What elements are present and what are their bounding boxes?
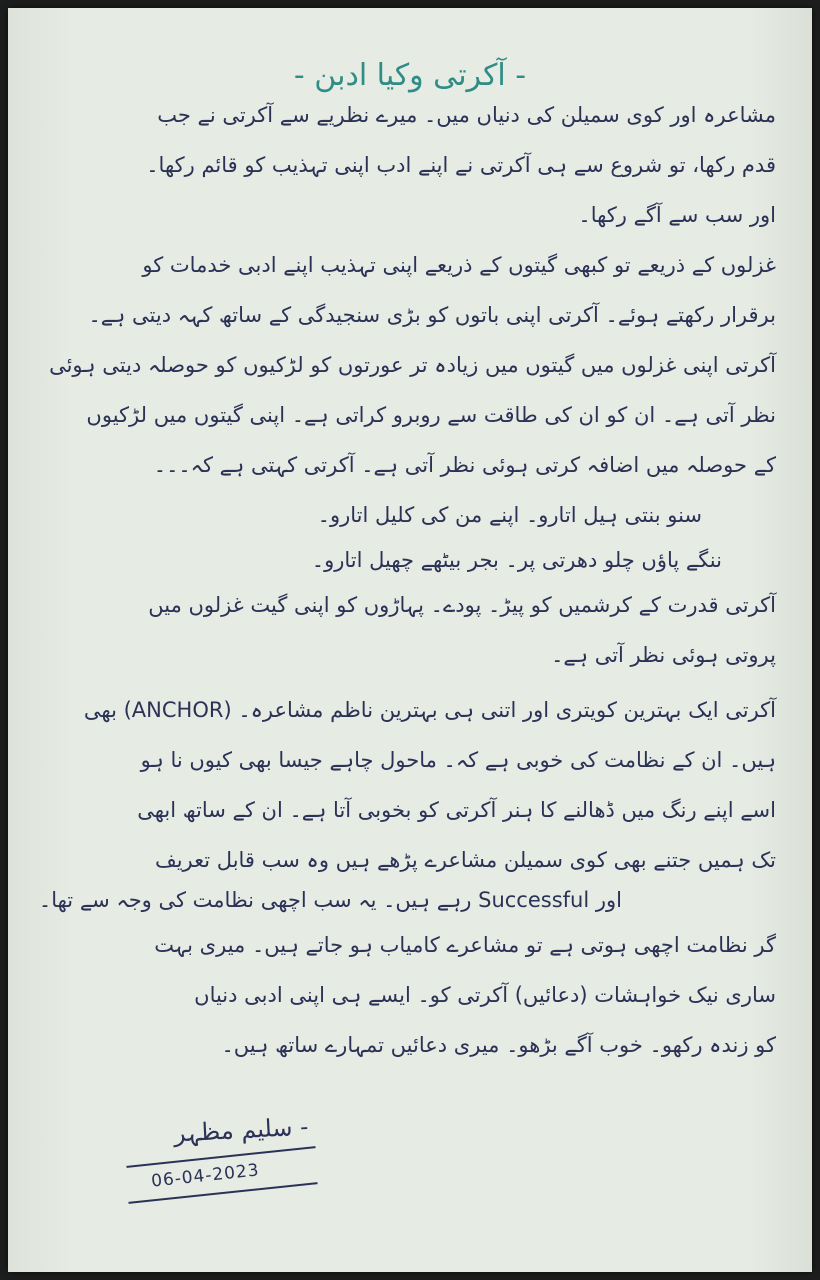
text-line: پروتی ہوئی نظر آتی ہے۔ — [551, 643, 776, 667]
text-line: اور سب سے آگے رکھا۔ — [578, 203, 776, 227]
text-line: ہیں۔ ان کے نظامت کی خوبی ہے کہ۔ ماحول چاہے جیسا بھی کیوں نا ہو — [140, 748, 776, 772]
text-line: قدم رکھا، تو شروع سے ہی آکرتی نے اپنے ادب اپنی تہذیب کو قائم رکھا۔ — [146, 153, 776, 177]
text-line: آکرتی قدرت کے کرشمیں کو پیڑ۔ پودے۔ پہاڑوں کو اپنی گیت غزلوں میں — [148, 593, 776, 617]
signature-date: 06-04-2023 — [150, 1160, 261, 1192]
text-line: تک ہمیں جتنے بھی کوی سمیلن مشاعرے پڑھے ہیں وہ سب قابل تعریف — [154, 848, 776, 872]
text-line: کے حوصلہ میں اضافہ کرتی ہوئی نظر آتی ہے۔ آکرتی کہتی ہے کہ۔۔۔ — [153, 453, 776, 477]
text-line: اسے اپنے رنگ میں ڈھالنے کا ہنر آکرتی کو بخوبی آتا ہے۔ ان کے ساتھ ابھی — [137, 798, 776, 822]
poem-line: ننگے پاؤں چلو دھرتی پر۔ بجر بیٹھے چھیل اتارو۔ — [311, 548, 722, 572]
text-line: مشاعرہ اور کوی سمیلن کی دنیاں میں۔ میرے نظریے سے آکرتی نے جب — [157, 103, 776, 127]
text-line: آکرتی ایک بہترین کویتری اور اتنی ہی بہترین ناظم مشاعرہ۔ (ANCHOR) بھی — [83, 698, 776, 722]
page-title: - آکرتی وکیا ادبن - — [293, 58, 527, 93]
text-line: آکرتی اپنی غزلوں میں گیتوں میں زیادہ تر عورتوں کو لڑکیوں کو حوصلہ دیتی ہوئی — [49, 353, 776, 377]
text-line: ساری نیک خواہشات (دعائیں) آکرتی کو۔ ایسے ہی اپنی ادبی دنیاں — [194, 983, 776, 1007]
text-line: غزلوں کے ذریعے تو کبھی گیتوں کے ذریعے اپنی تہذیب اپنے ادبی خدمات کو — [142, 253, 776, 277]
handwritten-page — [8, 8, 812, 1272]
text-line: اور Successful رہے ہیں۔ یہ سب اچھی نظامت کی وجہ سے تھا۔ — [38, 888, 622, 912]
poem-line: سنو بنتی ہیل اتارو۔ اپنے من کی کلیل اتارو۔ — [317, 503, 702, 527]
text-line: گر نظامت اچھی ہوتی ہے تو مشاعرے کامیاب ہو جاتے ہیں۔ میری بہت — [154, 933, 776, 957]
text-line: برقرار رکھتے ہوئے۔ آکرتی اپنی باتوں کو بڑی سنجیدگی کے ساتھ کہہ دیتی ہے۔ — [88, 303, 776, 327]
signature: - سلیم مظہر — [173, 1112, 309, 1148]
text-line: نظر آتی ہے۔ ان کو ان کی طاقت سے روبرو کراتی ہے۔ اپنی گیتوں میں لڑکیوں — [86, 403, 776, 427]
text-line: کو زندہ رکھو۔ خوب آگے بڑھو۔ میری دعائیں تمہارے ساتھ ہیں۔ — [221, 1033, 776, 1057]
